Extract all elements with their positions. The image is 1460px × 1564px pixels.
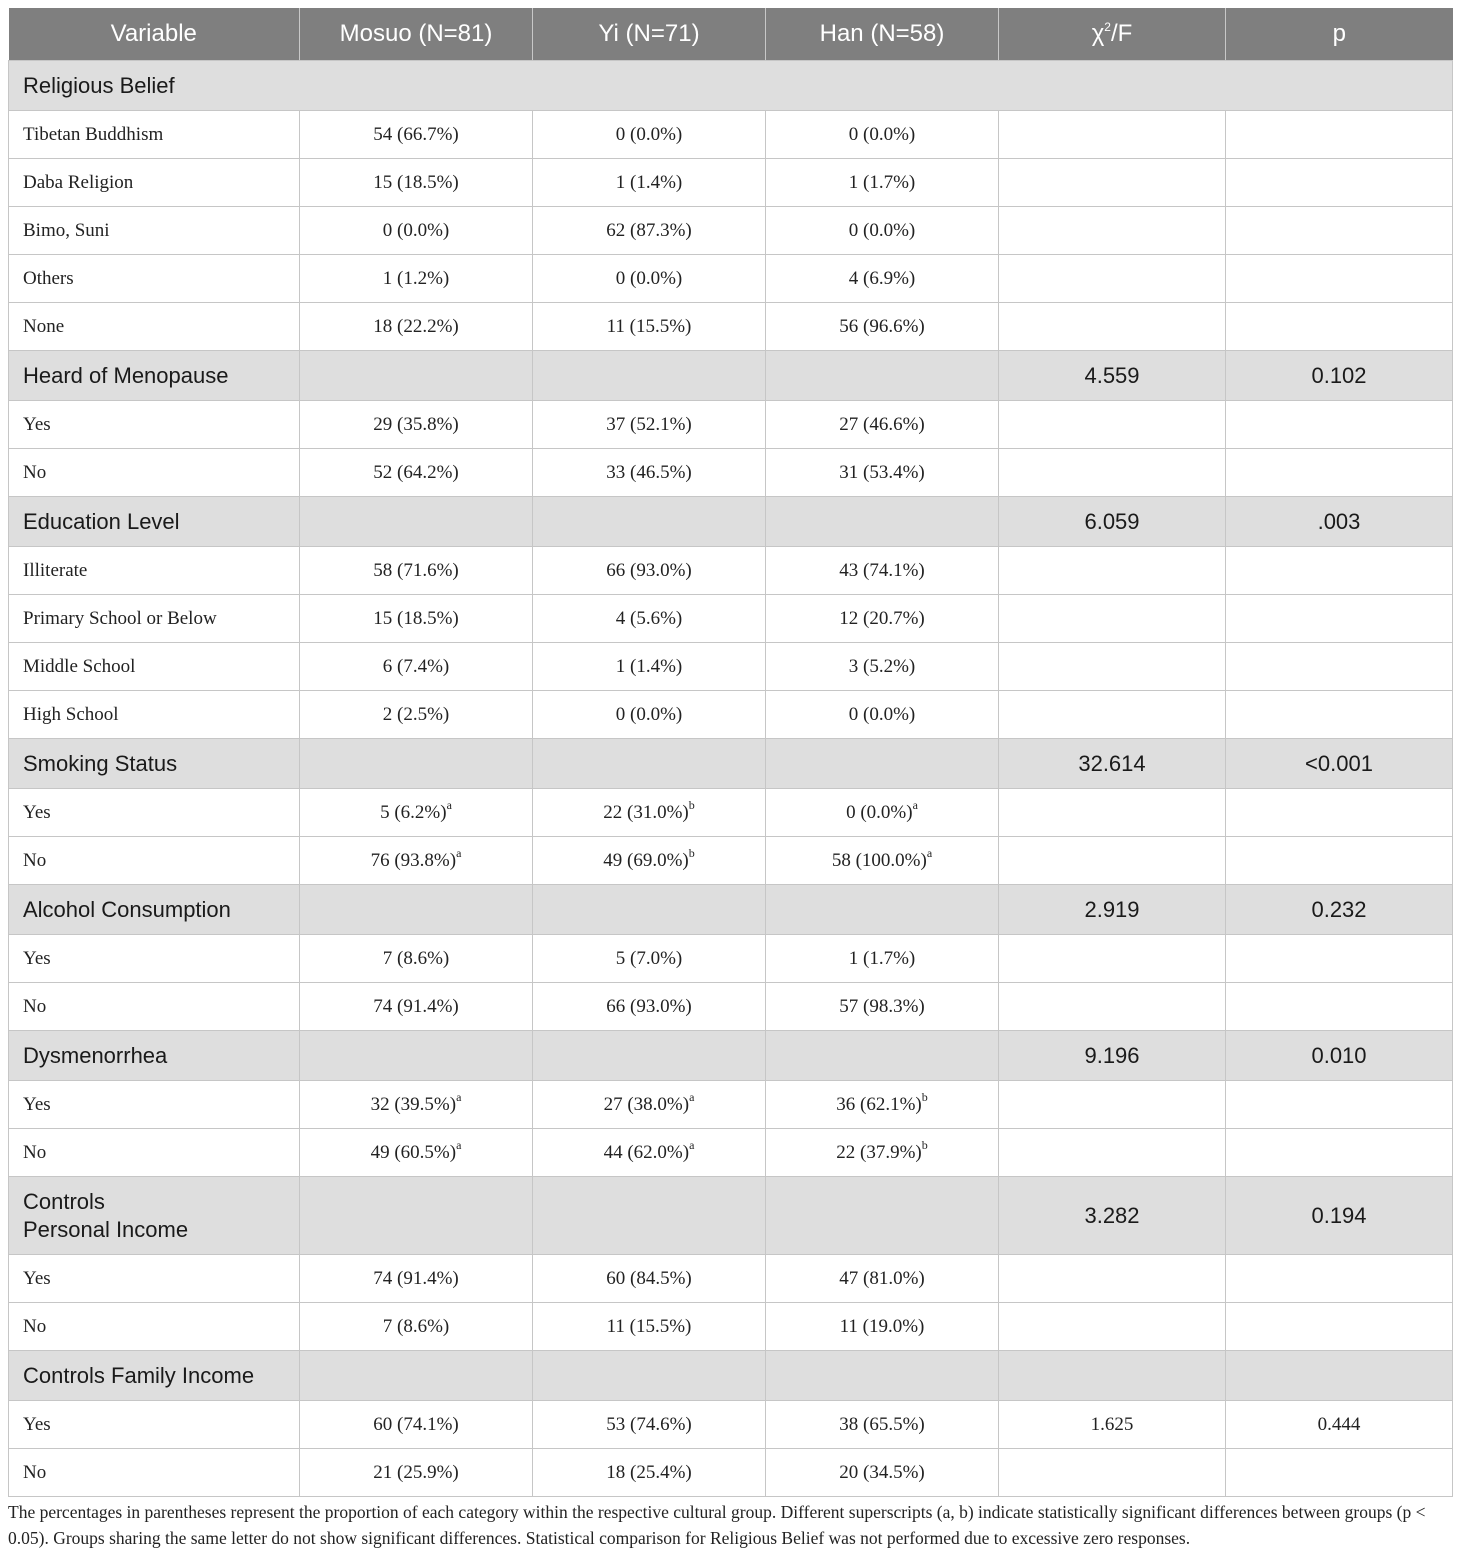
cell-han: 1 (1.7%) <box>766 159 999 207</box>
group-p: 0.232 <box>1226 885 1453 935</box>
cell-p <box>1226 1255 1453 1303</box>
row-label: High School <box>9 691 300 739</box>
cell-value: 5 (6.2%) <box>380 801 447 823</box>
cell-han <box>766 885 999 935</box>
cell-p <box>1226 1129 1453 1177</box>
row-label: No <box>9 837 300 885</box>
cell-value: 32 (39.5%) <box>370 1093 457 1115</box>
row-label: Yes <box>9 1401 300 1449</box>
header-yi: Yi (N=71) <box>533 8 766 61</box>
cell-p <box>1226 643 1453 691</box>
cell-han: 31 (53.4%) <box>766 449 999 497</box>
cell-han: 56 (96.6%) <box>766 303 999 351</box>
table-row <box>9 595 1453 643</box>
cell-stat <box>999 401 1226 449</box>
cell-stat <box>999 1129 1226 1177</box>
cell-mosuo <box>300 351 533 401</box>
table-row <box>9 935 1453 983</box>
cell-value: 49 (60.5%) <box>370 1141 457 1163</box>
cell-p <box>1226 1303 1453 1351</box>
row-label: Yes <box>9 935 300 983</box>
group-label: Religious Belief <box>9 61 1453 111</box>
table-row <box>9 547 1453 595</box>
cell-p <box>1226 691 1453 739</box>
cell-mosuo <box>300 739 533 789</box>
row-label: Yes <box>9 789 300 837</box>
group-stat: 6.059 <box>999 497 1226 547</box>
table-row <box>9 207 1453 255</box>
cell-p <box>1226 207 1453 255</box>
table-row <box>9 789 1453 837</box>
cell-han: 3 (5.2%) <box>766 643 999 691</box>
group-label: Dysmenorrhea <box>9 1031 300 1081</box>
cell-han <box>766 1351 999 1401</box>
cell-mosuo: 58 (71.6%) <box>300 547 533 595</box>
table-row <box>9 1081 1453 1129</box>
group-row-religious-belief <box>9 61 1453 111</box>
group-label-line1: Controls <box>23 1188 105 1214</box>
cell-stat <box>999 255 1226 303</box>
cell-han: 0 (0.0%) <box>766 111 999 159</box>
cell-han <box>766 837 999 885</box>
table-row <box>9 1401 1453 1449</box>
cell-yi <box>533 497 766 547</box>
group-label <box>9 1177 300 1255</box>
cell-yi <box>533 789 766 837</box>
cell-mosuo <box>300 1129 533 1177</box>
cell-han <box>766 351 999 401</box>
significance-superscript: a <box>446 798 452 813</box>
table-row <box>9 303 1453 351</box>
cell-yi: 0 (0.0%) <box>533 255 766 303</box>
cell-mosuo: 7 (8.6%) <box>300 1303 533 1351</box>
table-row <box>9 449 1453 497</box>
cell-han <box>766 1081 999 1129</box>
group-row-heard-of-menopause <box>9 351 1453 401</box>
cell-stat <box>999 547 1226 595</box>
row-label: Daba Religion <box>9 159 300 207</box>
row-label: No <box>9 1303 300 1351</box>
group-p <box>1226 1351 1453 1401</box>
cell-mosuo: 7 (8.6%) <box>300 935 533 983</box>
cell-han <box>766 497 999 547</box>
cell-value: 22 (37.9%) <box>836 1141 922 1163</box>
cell-han: 38 (65.5%) <box>766 1401 999 1449</box>
cell-yi: 53 (74.6%) <box>533 1401 766 1449</box>
cell-mosuo: 29 (35.8%) <box>300 401 533 449</box>
row-label: Yes <box>9 1081 300 1129</box>
cell-value: 44 (62.0%) <box>603 1141 690 1163</box>
cell-yi <box>533 885 766 935</box>
cell-mosuo: 6 (7.4%) <box>300 643 533 691</box>
header-variable: Variable <box>9 8 300 61</box>
cell-yi: 33 (46.5%) <box>533 449 766 497</box>
cell-mosuo: 2 (2.5%) <box>300 691 533 739</box>
row-label: Illiterate <box>9 547 300 595</box>
significance-superscript: b <box>688 846 695 861</box>
cell-stat <box>999 983 1226 1031</box>
cell-p <box>1226 159 1453 207</box>
cell-mosuo: 74 (91.4%) <box>300 1255 533 1303</box>
cell-han <box>766 1031 999 1081</box>
cell-han: 1 (1.7%) <box>766 935 999 983</box>
cell-mosuo: 18 (22.2%) <box>300 303 533 351</box>
cell-value: 76 (93.8%) <box>370 849 457 871</box>
header-mosuo: Mosuo (N=81) <box>300 8 533 61</box>
cell-stat <box>999 643 1226 691</box>
cell-stat <box>999 1255 1226 1303</box>
cell-mosuo: 1 (1.2%) <box>300 255 533 303</box>
group-stat: 2.919 <box>999 885 1226 935</box>
table-row <box>9 255 1453 303</box>
cell-yi <box>533 351 766 401</box>
cell-stat <box>999 595 1226 643</box>
cell-mosuo: 54 (66.7%) <box>300 111 533 159</box>
table-row <box>9 643 1453 691</box>
group-p: .003 <box>1226 497 1453 547</box>
cell-stat <box>999 449 1226 497</box>
cell-yi: 66 (93.0%) <box>533 983 766 1031</box>
table-row <box>9 111 1453 159</box>
cell-mosuo <box>300 789 533 837</box>
cell-han: 57 (98.3%) <box>766 983 999 1031</box>
cell-han <box>766 1129 999 1177</box>
cell-value: 36 (62.1%) <box>836 1093 922 1115</box>
group-stat <box>999 1351 1226 1401</box>
cell-yi: 18 (25.4%) <box>533 1449 766 1497</box>
cell-mosuo <box>300 1351 533 1401</box>
row-label: No <box>9 1129 300 1177</box>
cell-value: 58 (100.0%) <box>831 849 927 871</box>
row-label: Bimo, Suni <box>9 207 300 255</box>
table-row <box>9 1449 1453 1497</box>
cell-han: 20 (34.5%) <box>766 1449 999 1497</box>
cell-han: 11 (19.0%) <box>766 1303 999 1351</box>
table-figure <box>8 8 1452 1551</box>
cell-p <box>1226 255 1453 303</box>
cell-yi: 0 (0.0%) <box>533 691 766 739</box>
table-footnote: The percentages in parentheses represent the proportion of each category within the respective cultural group. Different superscripts (a, b) indicate statistically significant differences between groups (p < 0.05). Groups sharing the same letter do not show significant differences. Statistical comparison for Religious Belief was not performed due to excessive zero responses. <box>8 1502 1426 1548</box>
table-row <box>9 837 1453 885</box>
group-row-alcohol-consumption <box>9 885 1453 935</box>
cell-mosuo: 74 (91.4%) <box>300 983 533 1031</box>
group-stat: 3.282 <box>999 1177 1226 1255</box>
cell-value: 27 (38.0%) <box>603 1093 690 1115</box>
significance-superscript: b <box>921 1138 928 1153</box>
group-stat: 4.559 <box>999 351 1226 401</box>
cell-mosuo <box>300 1081 533 1129</box>
header-chi-square-f <box>999 8 1226 61</box>
row-label: None <box>9 303 300 351</box>
group-p: <0.001 <box>1226 739 1453 789</box>
group-stat: 32.614 <box>999 739 1226 789</box>
significance-superscript: a <box>456 1138 462 1153</box>
cell-yi: 1 (1.4%) <box>533 643 766 691</box>
row-label: No <box>9 1449 300 1497</box>
cell-han <box>766 789 999 837</box>
group-p: 0.010 <box>1226 1031 1453 1081</box>
significance-superscript: a <box>912 798 918 813</box>
cell-stat <box>999 1449 1226 1497</box>
cell-p <box>1226 1081 1453 1129</box>
group-p: 0.194 <box>1226 1177 1453 1255</box>
cell-mosuo <box>300 837 533 885</box>
group-label-line2: Personal Income <box>23 1216 189 1242</box>
cell-yi: 1 (1.4%) <box>533 159 766 207</box>
group-label: Heard of Menopause <box>9 351 300 401</box>
significance-superscript: a <box>689 1090 695 1105</box>
group-stat: 9.196 <box>999 1031 1226 1081</box>
row-label: Primary School or Below <box>9 595 300 643</box>
cell-stat <box>999 789 1226 837</box>
cell-yi <box>533 837 766 885</box>
cell-mosuo: 15 (18.5%) <box>300 595 533 643</box>
table-row <box>9 401 1453 449</box>
cell-stat <box>999 207 1226 255</box>
cell-mosuo <box>300 1177 533 1255</box>
cell-p: 0.444 <box>1226 1401 1453 1449</box>
cell-han: 0 (0.0%) <box>766 207 999 255</box>
cell-yi <box>533 1177 766 1255</box>
cell-value: 22 (31.0%) <box>603 801 689 823</box>
row-label: Others <box>9 255 300 303</box>
cell-yi: 5 (7.0%) <box>533 935 766 983</box>
cell-p <box>1226 935 1453 983</box>
cell-p <box>1226 449 1453 497</box>
cell-yi: 60 (84.5%) <box>533 1255 766 1303</box>
cell-han <box>766 1177 999 1255</box>
cell-han: 47 (81.0%) <box>766 1255 999 1303</box>
cell-p <box>1226 595 1453 643</box>
cell-p <box>1226 789 1453 837</box>
group-label: Education Level <box>9 497 300 547</box>
cell-mosuo: 60 (74.1%) <box>300 1401 533 1449</box>
cell-p <box>1226 303 1453 351</box>
row-label: Middle School <box>9 643 300 691</box>
cell-yi <box>533 1081 766 1129</box>
header-f-suffix: /F <box>1110 20 1133 47</box>
header-han: Han (N=58) <box>766 8 999 61</box>
group-row-controls-family-income <box>9 1351 1453 1401</box>
significance-superscript: a <box>689 1138 695 1153</box>
group-row-dysmenorrhea <box>9 1031 1453 1081</box>
cell-stat <box>999 1081 1226 1129</box>
header-chi-symbol: χ <box>1091 20 1105 47</box>
cell-p <box>1226 837 1453 885</box>
cell-mosuo: 21 (25.9%) <box>300 1449 533 1497</box>
cell-yi: 11 (15.5%) <box>533 303 766 351</box>
cell-stat <box>999 111 1226 159</box>
cell-stat <box>999 303 1226 351</box>
header-p: p <box>1226 8 1453 61</box>
cell-han: 43 (74.1%) <box>766 547 999 595</box>
cell-mosuo: 15 (18.5%) <box>300 159 533 207</box>
table-row <box>9 1255 1453 1303</box>
group-label: Alcohol Consumption <box>9 885 300 935</box>
significance-superscript: a <box>456 1090 462 1105</box>
cell-mosuo: 0 (0.0%) <box>300 207 533 255</box>
cell-p <box>1226 1449 1453 1497</box>
cell-han: 4 (6.9%) <box>766 255 999 303</box>
cell-mosuo <box>300 1031 533 1081</box>
cell-yi: 62 (87.3%) <box>533 207 766 255</box>
row-label: No <box>9 449 300 497</box>
cell-yi <box>533 1129 766 1177</box>
row-label: Yes <box>9 401 300 449</box>
cell-han: 12 (20.7%) <box>766 595 999 643</box>
demographics-table <box>8 8 1453 1497</box>
cell-p <box>1226 401 1453 449</box>
cell-stat <box>999 159 1226 207</box>
row-label: Yes <box>9 1255 300 1303</box>
row-label: Tibetan Buddhism <box>9 111 300 159</box>
table-row <box>9 983 1453 1031</box>
cell-mosuo <box>300 497 533 547</box>
header-row <box>9 8 1453 61</box>
cell-value: 49 (69.0%) <box>603 849 689 871</box>
table-row <box>9 691 1453 739</box>
cell-mosuo <box>300 885 533 935</box>
significance-superscript: a <box>926 846 933 861</box>
group-label: Controls Family Income <box>9 1351 300 1401</box>
table-row <box>9 159 1453 207</box>
significance-superscript: b <box>921 1090 928 1105</box>
cell-p <box>1226 983 1453 1031</box>
table-row <box>9 1129 1453 1177</box>
row-label: No <box>9 983 300 1031</box>
group-row-education-level <box>9 497 1453 547</box>
group-p: 0.102 <box>1226 351 1453 401</box>
group-row-controls-personal-income <box>9 1177 1453 1255</box>
cell-p <box>1226 111 1453 159</box>
cell-han: 0 (0.0%) <box>766 691 999 739</box>
cell-stat <box>999 1303 1226 1351</box>
cell-yi <box>533 1031 766 1081</box>
group-row-smoking-status <box>9 739 1453 789</box>
cell-p <box>1226 547 1453 595</box>
cell-yi <box>533 1351 766 1401</box>
table-row <box>9 1303 1453 1351</box>
header-chi-exponent: 2 <box>1104 20 1111 34</box>
cell-value: 0 (0.0%) <box>846 801 913 823</box>
cell-yi <box>533 739 766 789</box>
cell-han <box>766 739 999 789</box>
cell-stat <box>999 691 1226 739</box>
cell-yi: 66 (93.0%) <box>533 547 766 595</box>
cell-yi: 37 (52.1%) <box>533 401 766 449</box>
group-label: Smoking Status <box>9 739 300 789</box>
cell-yi: 0 (0.0%) <box>533 111 766 159</box>
cell-stat <box>999 837 1226 885</box>
cell-yi: 11 (15.5%) <box>533 1303 766 1351</box>
significance-superscript: a <box>456 846 462 861</box>
cell-stat: 1.625 <box>999 1401 1226 1449</box>
cell-stat <box>999 935 1226 983</box>
cell-han: 27 (46.6%) <box>766 401 999 449</box>
cell-yi: 4 (5.6%) <box>533 595 766 643</box>
significance-superscript: b <box>688 798 695 813</box>
cell-mosuo: 52 (64.2%) <box>300 449 533 497</box>
